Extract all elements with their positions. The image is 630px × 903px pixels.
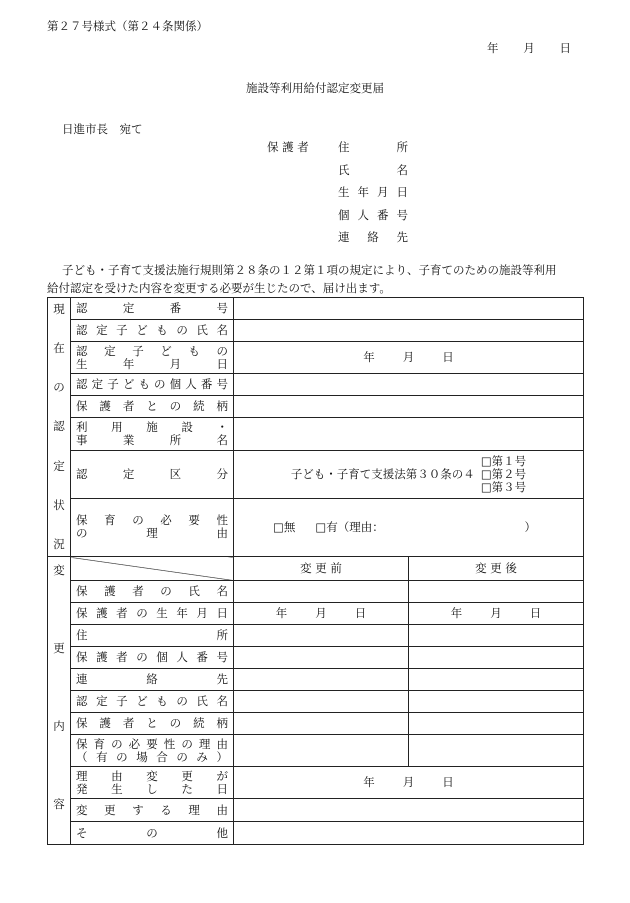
label-child-dob	[71, 342, 234, 374]
field-child-name[interactable]	[234, 320, 584, 342]
label-line: 事業所名	[76, 432, 228, 447]
label-contact: 連絡先	[71, 669, 234, 691]
label-class: 認定区分	[71, 450, 234, 498]
field-cert-number[interactable]	[234, 298, 584, 320]
label-necessity	[71, 498, 234, 556]
cat-char: 現	[53, 302, 65, 316]
field-guardian-name-after[interactable]	[409, 581, 584, 603]
cat-char: 更	[53, 640, 65, 655]
cat-char: 変	[53, 562, 65, 577]
label-reason-date	[71, 767, 234, 799]
field-change-necessity-before[interactable]	[234, 735, 409, 767]
change-contents-category	[48, 557, 71, 845]
field-contact-before[interactable]	[234, 669, 409, 691]
label-child-name: 認定子どもの氏名	[71, 320, 234, 342]
label-line: 理由変更が	[76, 768, 228, 783]
label-guardian-id: 保護者の個人番号	[71, 647, 234, 669]
form-number: 第２７号様式（第２４条関係）	[47, 19, 208, 33]
class-option-3[interactable]: □第３号	[480, 479, 527, 494]
field-guardian-dob-before[interactable]	[234, 603, 409, 625]
necessity-none-checkbox[interactable]: □無	[273, 519, 296, 534]
field-child-id[interactable]	[234, 374, 584, 396]
year-label: 年	[275, 606, 288, 620]
field-child-dob[interactable]	[234, 342, 584, 374]
label-change-relation: 保護者との続柄	[71, 713, 234, 735]
class-option-1[interactable]: □第１号	[480, 453, 527, 468]
field-change-relation-before[interactable]	[234, 713, 409, 735]
field-class	[234, 450, 584, 498]
label-other: その他	[71, 822, 234, 845]
day-label: 日	[529, 606, 542, 620]
label-change-necessity	[71, 735, 234, 767]
cat-char: 内	[53, 719, 65, 734]
field-change-child-name-after[interactable]	[409, 691, 584, 713]
field-necessity	[234, 498, 584, 556]
label-line: 利用施設・	[76, 419, 228, 434]
class-option-2[interactable]: □第２号	[480, 466, 527, 481]
field-guardian-id-before[interactable]	[234, 647, 409, 669]
label-line: 保育の必要性の理由	[76, 736, 228, 751]
field-address-after[interactable]	[409, 625, 584, 647]
label-line: の理由	[76, 526, 228, 541]
cat-char: 定	[53, 458, 65, 473]
year-label: 年	[450, 606, 463, 620]
field-change-child-name-before[interactable]	[234, 691, 409, 713]
field-contact-after[interactable]	[409, 669, 584, 691]
guardian-field-name: 氏名	[338, 162, 408, 177]
header-date	[487, 40, 571, 56]
label-facility	[71, 418, 234, 450]
addressee: 日進市長 宛て	[62, 122, 143, 136]
day-label: 日	[354, 606, 367, 620]
cat-char: 況	[53, 536, 65, 551]
label-line: 発生した日	[76, 781, 228, 796]
label-relation: 保護者との続柄	[71, 396, 234, 418]
day-label: 日	[442, 350, 454, 365]
label-cert-number: 認定番号	[71, 298, 234, 320]
field-reason[interactable]	[234, 799, 584, 822]
label-line: （有の場合のみ）	[76, 749, 228, 764]
form-table	[47, 297, 584, 845]
date-year-label: 年	[487, 41, 499, 55]
header-before: 変 更 前	[234, 557, 409, 581]
field-guardian-id-after[interactable]	[409, 647, 584, 669]
guardian-fields	[338, 139, 408, 252]
label-line: 生年月日	[76, 356, 228, 371]
cat-char: 状	[53, 497, 65, 512]
label-line: 認定子どもの	[76, 343, 228, 358]
label-reason: 変更する理由	[71, 799, 234, 822]
field-relation[interactable]	[234, 396, 584, 418]
month-label: 月	[490, 606, 502, 620]
month-label: 月	[402, 775, 415, 789]
diagonal-header-cell	[71, 557, 234, 581]
field-guardian-name-before[interactable]	[234, 581, 409, 603]
field-reason-date[interactable]	[234, 767, 584, 799]
cat-char: 容	[53, 797, 65, 812]
month-label: 月	[402, 350, 415, 365]
label-line: 保育の必要性	[76, 513, 228, 528]
label-child-id: 認定子どもの個人番号	[71, 374, 234, 396]
cat-char: 在	[53, 341, 65, 356]
cat-char: の	[53, 380, 65, 395]
class-law-text: 子ども・子育て支援法第３０条の４	[290, 466, 475, 481]
month-label: 月	[315, 606, 327, 620]
field-other[interactable]	[234, 822, 584, 845]
label-guardian-dob: 保護者の生年月日	[71, 603, 234, 625]
label-address: 住所	[71, 625, 234, 647]
field-facility[interactable]	[234, 418, 584, 450]
year-label: 年	[363, 775, 375, 789]
date-day-label: 日	[559, 41, 571, 55]
field-change-relation-after[interactable]	[409, 713, 584, 735]
field-guardian-dob-after[interactable]	[409, 603, 584, 625]
necessity-close-paren: ）	[524, 519, 536, 534]
label-guardian-name: 保護者の氏名	[71, 581, 234, 603]
field-change-necessity-after[interactable]	[409, 735, 584, 767]
guardian-field-id: 個人番号	[338, 207, 408, 222]
year-label: 年	[363, 350, 375, 365]
day-label: 日	[442, 775, 454, 789]
intro-line-2: 給付認定を受けた内容を変更する必要が生じたので、届け出ます。	[47, 281, 391, 295]
label-change-child-name: 認定子どもの氏名	[71, 691, 234, 713]
header-after: 変 更 後	[409, 557, 584, 581]
guardian-label: 保 護 者	[267, 140, 309, 154]
cat-char: 認	[53, 419, 65, 434]
necessity-yes-checkbox[interactable]: □有（理由：	[315, 519, 384, 534]
guardian-field-contact: 連絡先	[338, 230, 408, 244]
field-address-before[interactable]	[234, 625, 409, 647]
current-status-category	[48, 298, 71, 557]
intro-line-1: 子ども・子育て支援法施行規則第２８条の１２第１項の規定により、子育てのための施設等利用	[62, 263, 557, 277]
guardian-field-address: 住所	[338, 140, 408, 154]
page-title: 施設等利用給付認定変更届	[246, 81, 384, 95]
date-month-label: 月	[523, 41, 535, 55]
guardian-field-dob: 生年月日	[338, 185, 408, 199]
